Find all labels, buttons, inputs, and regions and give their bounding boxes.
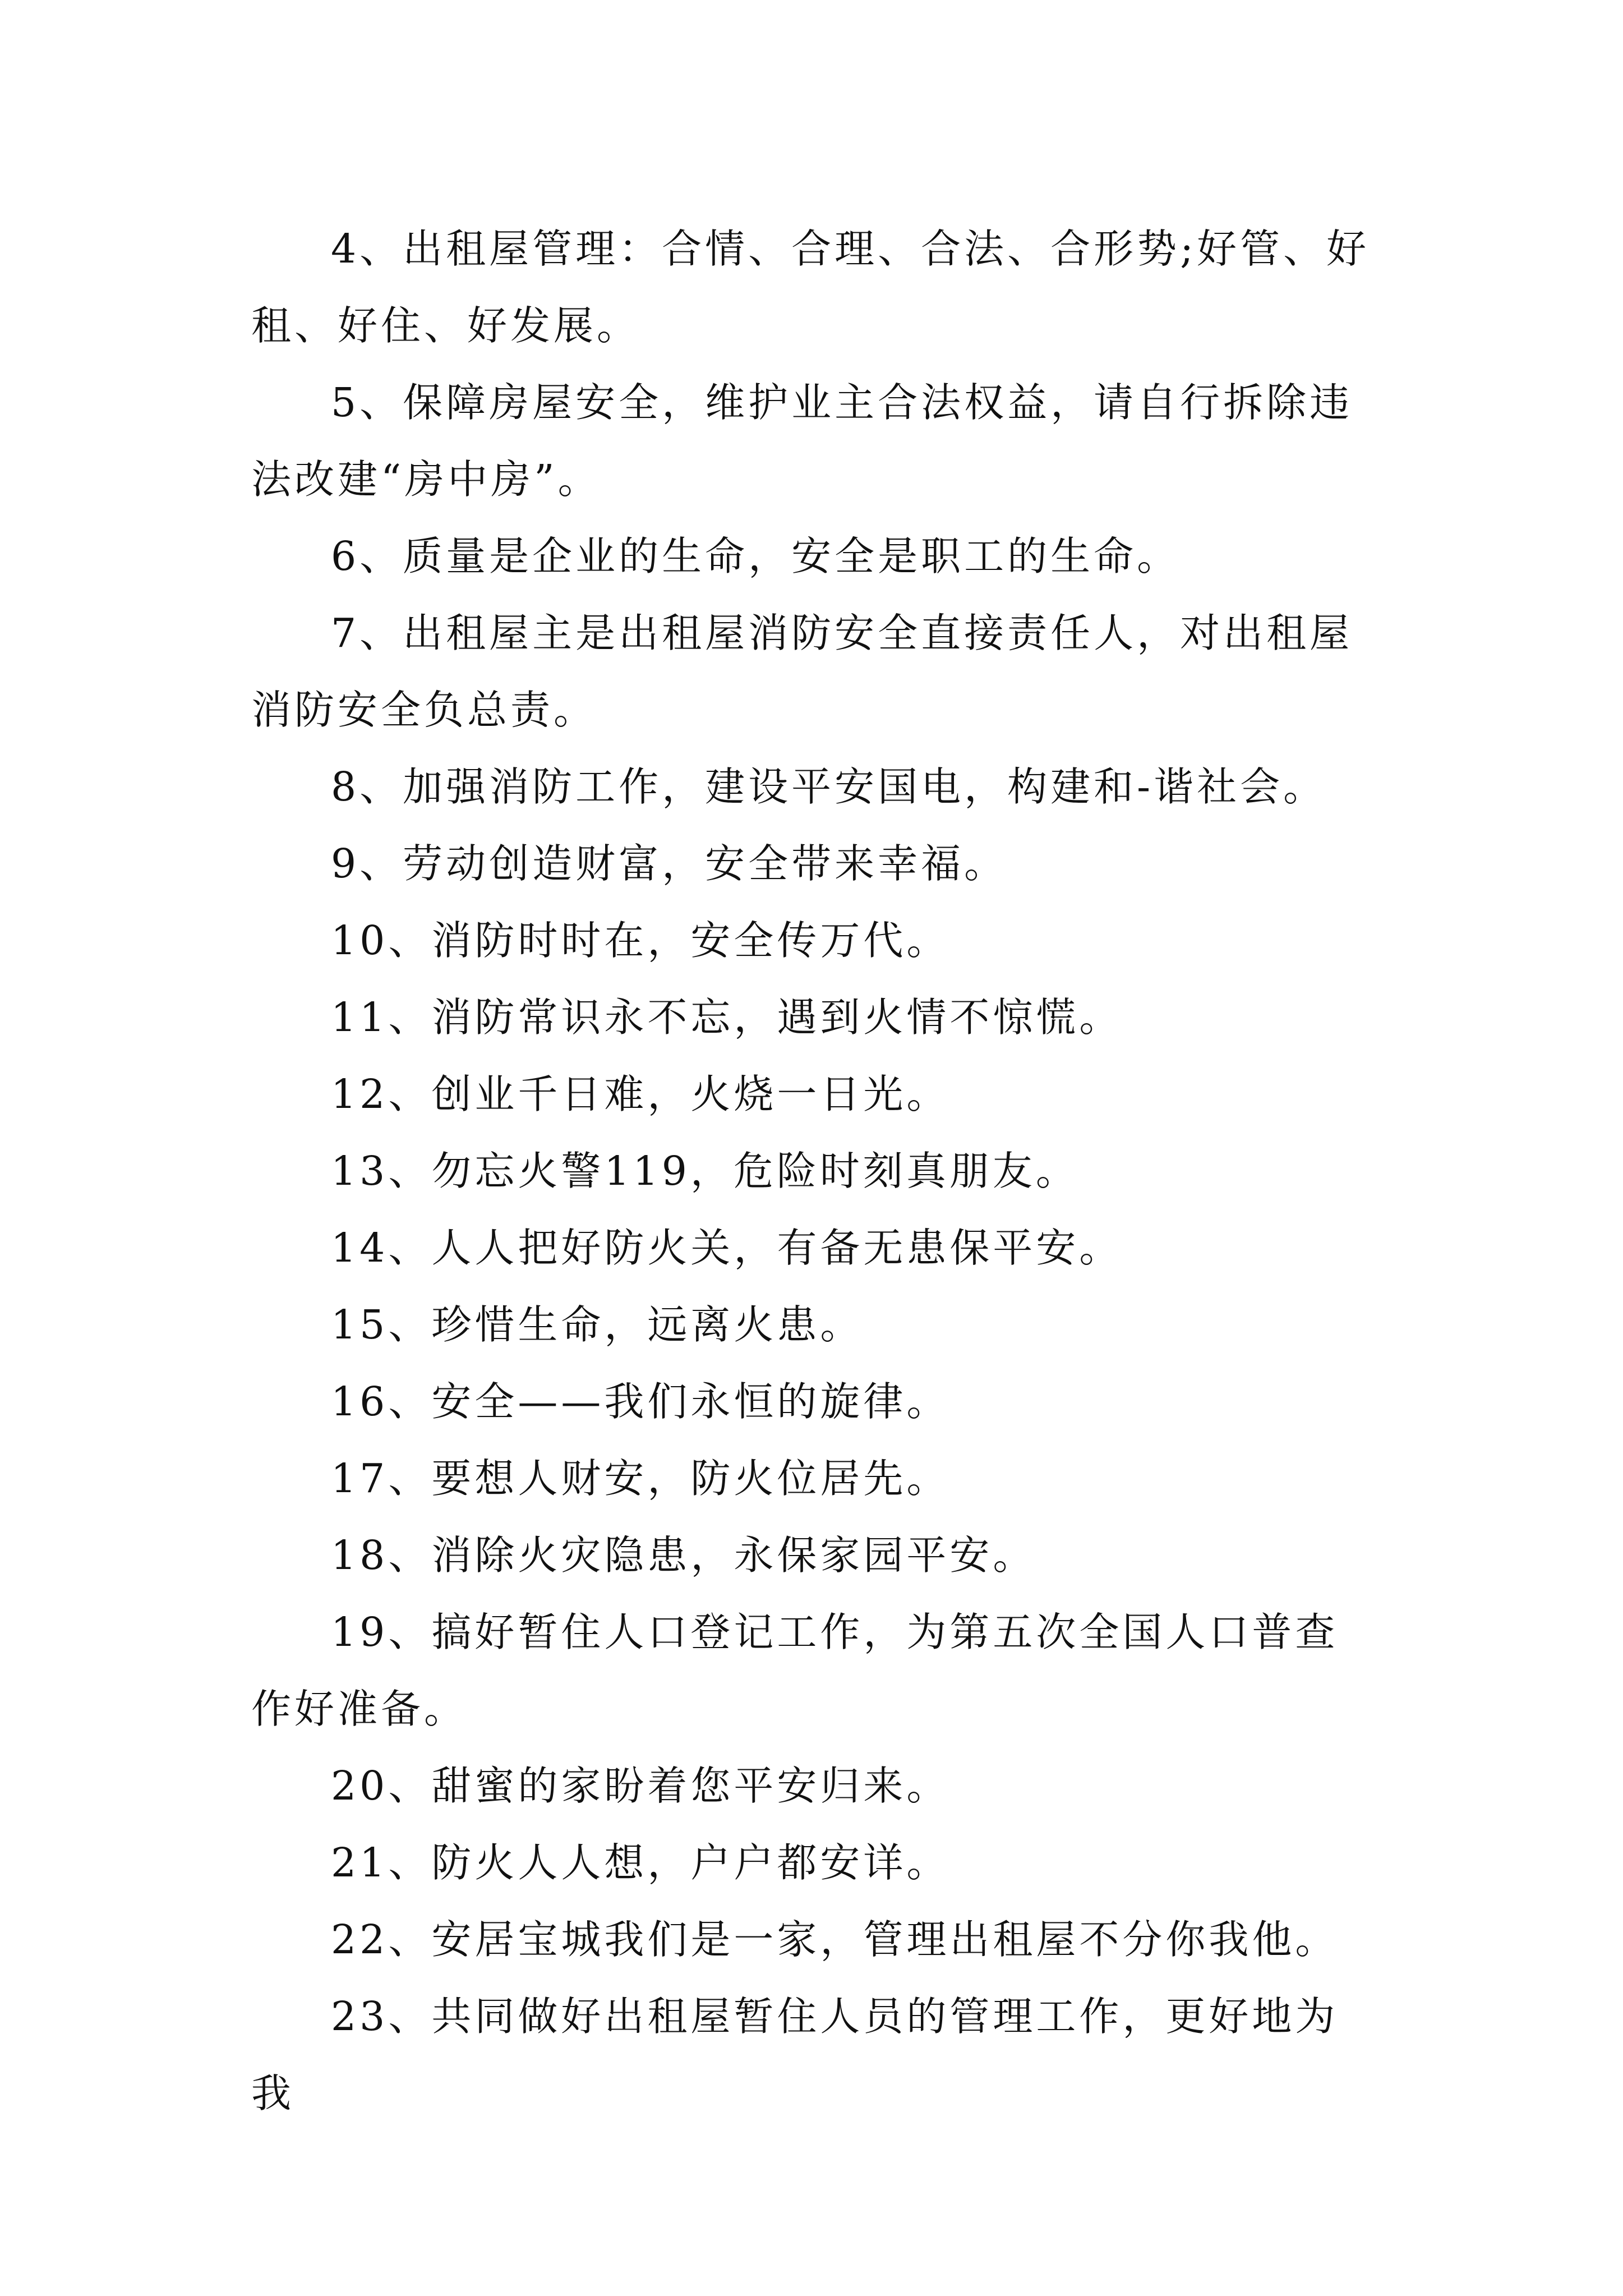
document-body xyxy=(251,210,1378,2132)
paragraph-7: 7、出租屋主是出租屋消防安全直接责任人，对出租屋消防安全负总责。 xyxy=(251,610,1353,733)
paragraph-15: 15、珍惜生命，远离火患。 xyxy=(331,1301,864,1348)
paragraph-21: 21、防火人人想，户户都安详。 xyxy=(331,1839,950,1886)
paragraph-22: 22、安居宝城我们是一家，管理出租屋不分你我他。 xyxy=(331,1916,1339,1963)
paragraph-23: 23、共同做好出租屋暂住人员的管理工作，更好地为我 xyxy=(251,1993,1339,2116)
paragraph-17: 17、要想人财安，防火位居先。 xyxy=(331,1455,950,1502)
paragraph-11: 11、消防常识永不忘，遇到火情不惊慌。 xyxy=(331,994,1123,1041)
paragraph-4: 4、出租屋管理：合情、合理、合法、合形势;好管、好租、好住、好发展。 xyxy=(251,226,1370,349)
paragraph-9: 9、劳动创造财富，安全带来幸福。 xyxy=(331,840,1008,887)
paragraph-20: 20、甜蜜的家盼着您平安归来。 xyxy=(331,1763,950,1809)
paragraph-14: 14、人人把好防火关，有备无患保平安。 xyxy=(331,1225,1123,1271)
paragraph-18: 18、消除火灾隐患，永保家园平安。 xyxy=(331,1532,1036,1579)
paragraph-5: 5、保障房屋安全，维护业主合法权益，请自行拆除违法改建“房中房”。 xyxy=(251,379,1353,503)
paragraph-6: 6、质量是企业的生命，安全是职工的生命。 xyxy=(331,533,1181,579)
paragraph-13: 13、勿忘火警119，危险时刻真朋友。 xyxy=(331,1148,1079,1194)
paragraph-16: 16、安全——我们永恒的旋律。 xyxy=(331,1378,950,1425)
paragraph-8: 8、加强消防工作，建设平安国电，构建和-谐社会。 xyxy=(331,763,1327,810)
paragraph-10: 10、消防时时在，安全传万代。 xyxy=(331,917,950,964)
paragraph-19: 19、搞好暂住人口登记工作，为第五次全国人口普查作好准备。 xyxy=(251,1609,1339,1732)
paragraph-12: 12、创业千日难，火烧一日光。 xyxy=(331,1071,950,1117)
